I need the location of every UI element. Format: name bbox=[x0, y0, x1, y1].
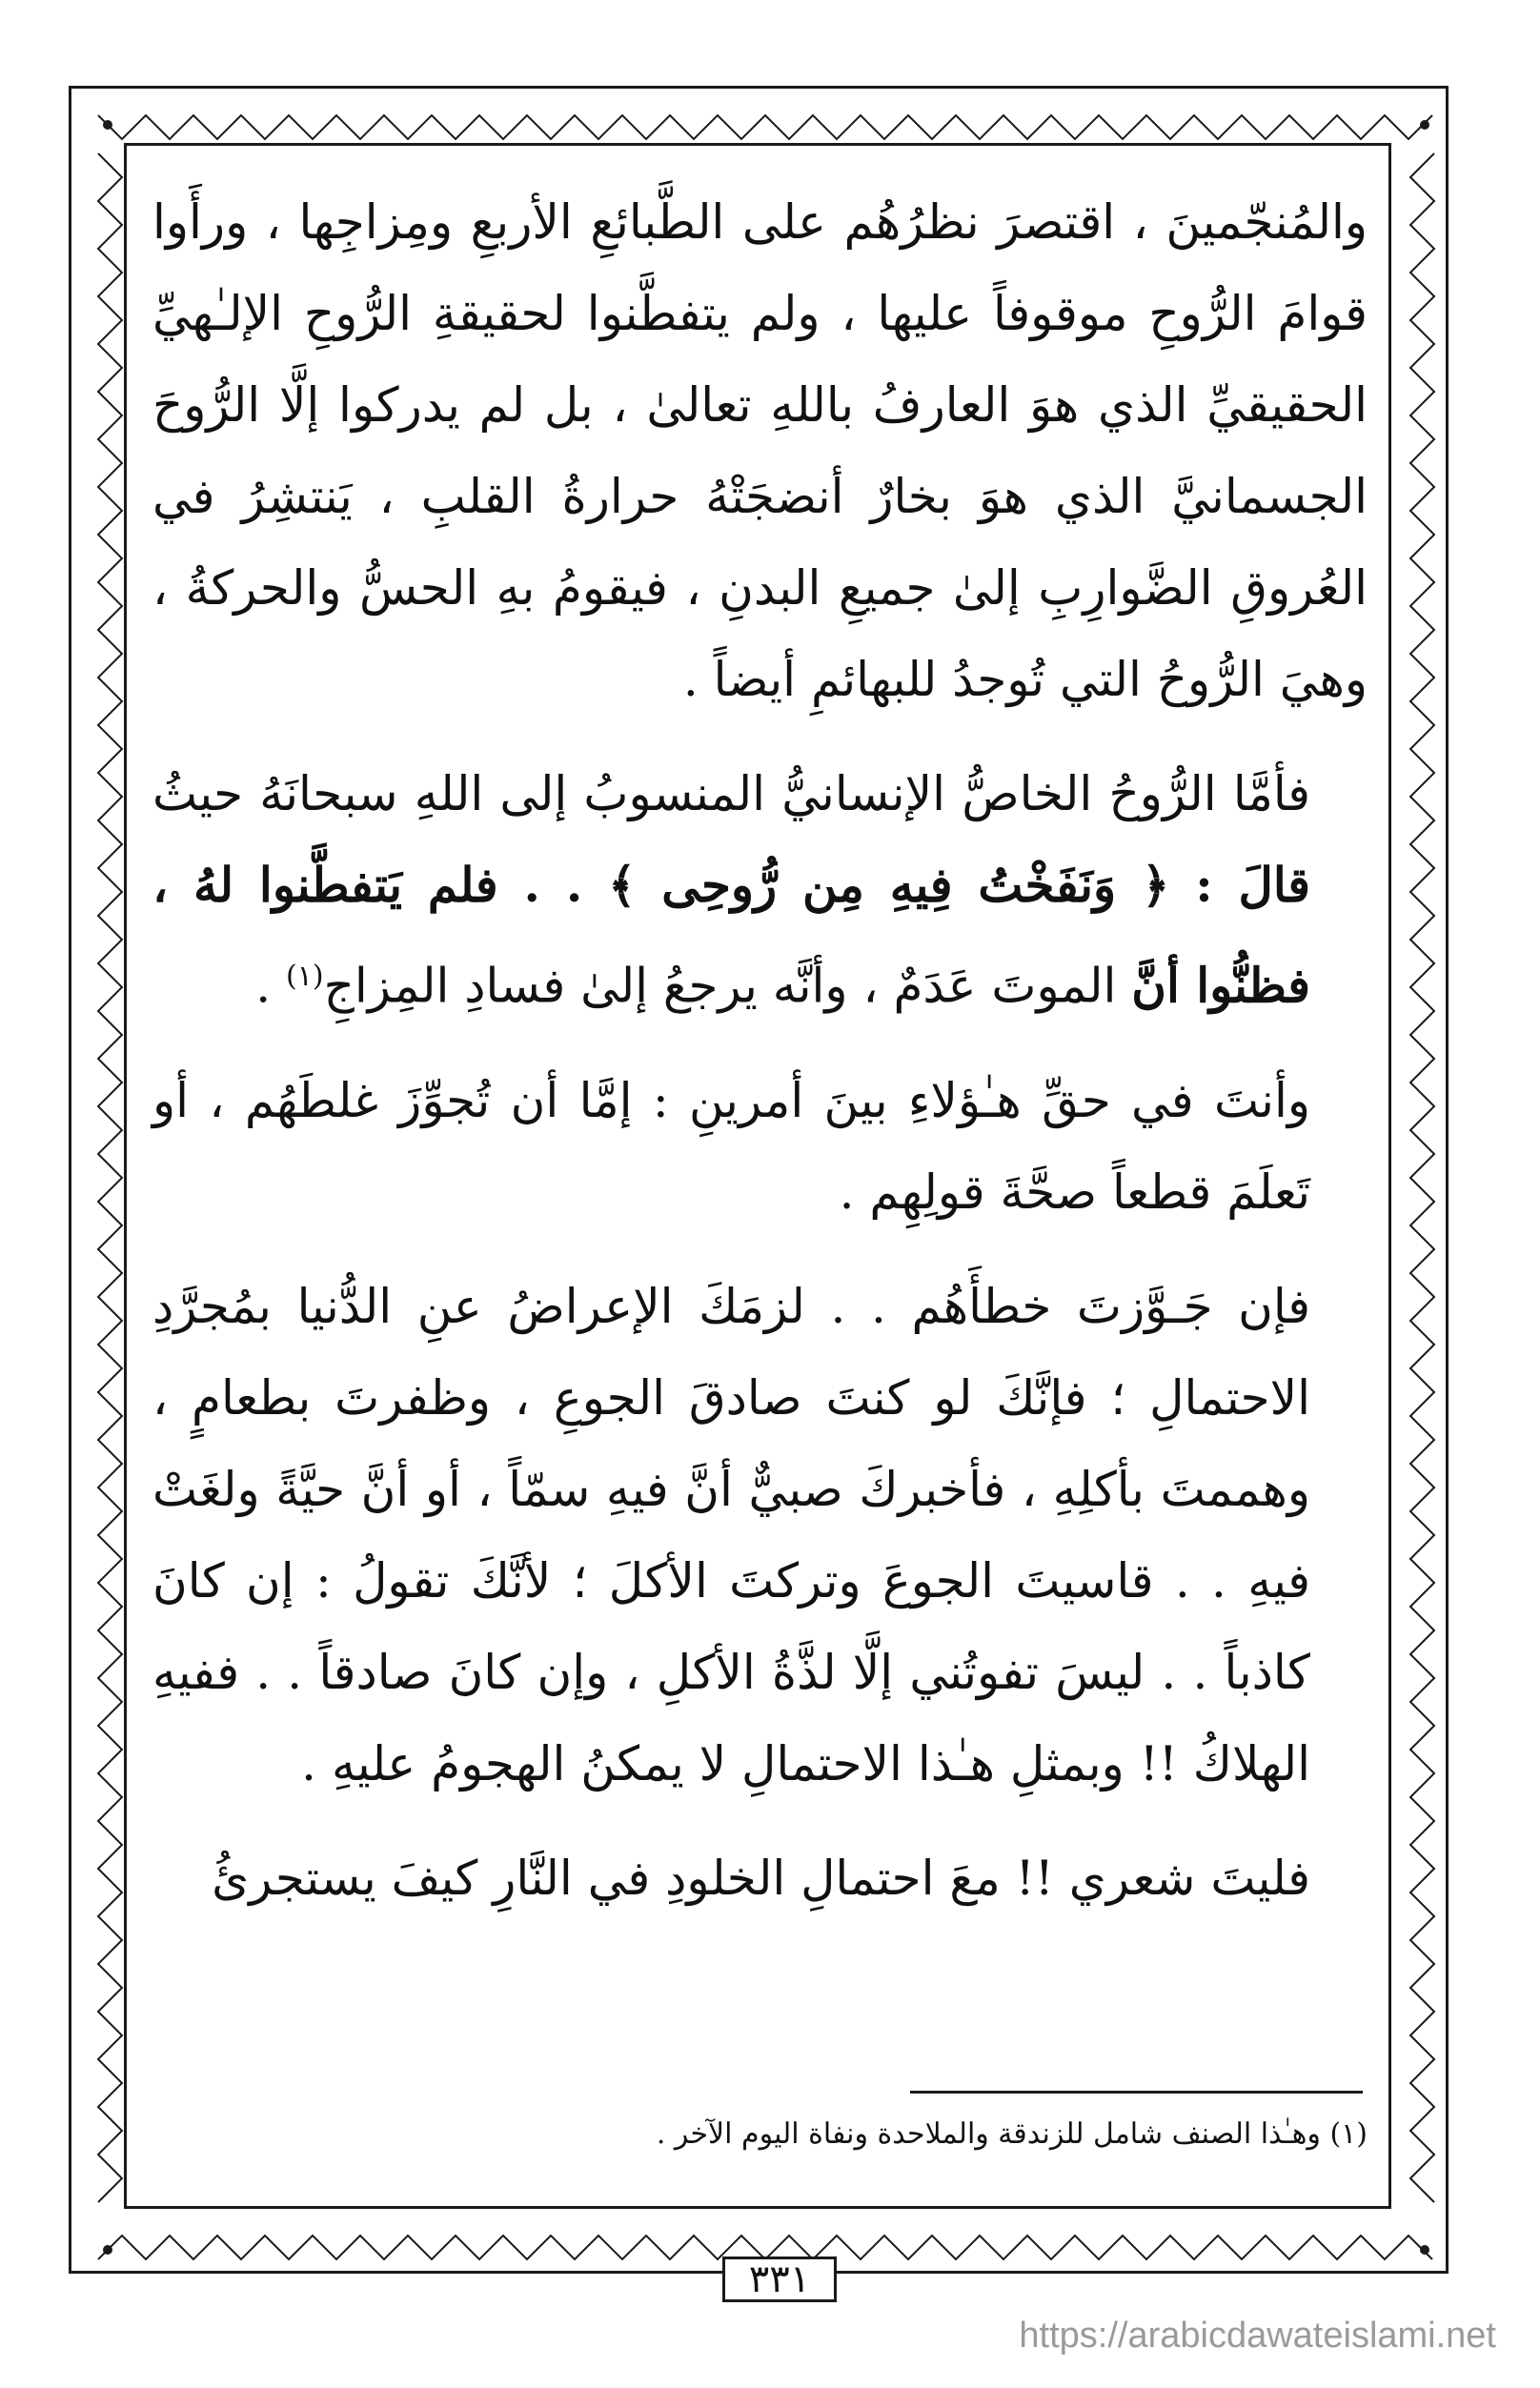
footnote: (١) وهـٰذا الصنف شامل للزندقة والملاحدة ونفاة اليوم الآخر . bbox=[656, 2117, 1368, 2151]
line: بأكلِهِ ، فأخبركَ صبيٌّ أنَّ فيهِ سمّاً ، أو أنَّ حيَّةً ولغَتْ فيهِ . . قاسيتَ bbox=[152, 1461, 1310, 1609]
paragraph-2 bbox=[152, 748, 1368, 1032]
line: الموتَ عَدَمٌ ، وأنَّه يرجعُ إلىٰ فسادِ المِزاجِ bbox=[323, 958, 1117, 1014]
line: وأنتَ في حقِّ هـٰؤلاءِ بينَ أمرينِ : إمَّا أن تُجوِّزَ غلطَهُم ، أو bbox=[152, 1072, 1310, 1128]
line: الاحتمالِ ؛ فإنَّكَ لو كنتَ صادقَ الجوعِ ، وظفرتَ بطعامٍ ، وهممتَ bbox=[152, 1369, 1310, 1517]
line: الحقيقيِّ الذي هوَ العارفُ باللهِ تعالىٰ ، بل لم يدركوا إلَّا الرُّوحَ bbox=[152, 377, 1368, 433]
line: والمُنجّمينَ ، اقتصرَ نظرُهُم على الطَّبائعِ الأربعِ ومِزاجِها ، ورأَوا bbox=[152, 194, 1368, 250]
line: فأمَّا الرُّوحُ الخاصُّ الإنسانيُّ المنسوبُ إلى اللهِ سبحانَهُ حيثُ bbox=[152, 766, 1310, 821]
line-tail: . bbox=[255, 958, 287, 1014]
paragraph-1 bbox=[152, 176, 1368, 725]
line: الجسمانيَّ الذي هوَ بخارٌ أنضجَتْهُ حرارةُ القلبِ ، يَنتشِرُ في العُروقِ bbox=[152, 469, 1368, 616]
line: فإن جَـوَّزتَ خطأَهُم . . لزمَكَ الإعراضُ عنِ الدُّنيا بمُجرَّدِ bbox=[152, 1278, 1310, 1334]
footnote-separator bbox=[910, 2091, 1363, 2094]
paragraph-5 bbox=[152, 1832, 1368, 1924]
paragraph-4 bbox=[152, 1261, 1368, 1810]
line: تَعلَمَ قطعاً صحَّةَ قولِهِم . bbox=[839, 1164, 1310, 1220]
line: الجوعَ وتركتَ الأكلَ ؛ لأنَّكَ تقولُ : إن كانَ كاذباً . . ليسَ تفوتُني bbox=[152, 1552, 1310, 1700]
body-text bbox=[152, 176, 1368, 1924]
line: الاحتمالِ لا يمكنُ الهجومُ عليهِ . bbox=[301, 1735, 902, 1791]
watermark-url[interactable]: https://arabicdawateislami.net bbox=[1019, 2316, 1496, 2356]
line: قوامَ الرُّوحِ موقوفاً عليها ، ولم يتفطَّنوا لحقيقةِ الرُّوحِ الإلـٰهيِّ bbox=[152, 286, 1368, 341]
paragraph-3 bbox=[152, 1055, 1368, 1238]
line: فليتَ شعري !! معَ احتمالِ الخلودِ في النَّارِ كيفَ يستجرئُ bbox=[212, 1850, 1310, 1906]
page-number: ٣٣١ bbox=[722, 2256, 837, 2302]
line: التي تُوجدُ للبهائمِ أيضاً . bbox=[682, 652, 1142, 707]
footnote-marker[interactable]: (١) bbox=[286, 960, 324, 993]
line: إلَّا لذَّةُ الأكلِ ، وإن كانَ صادقاً . . ففيهِ الهلاكُ !! وبمثلِ هـٰذا bbox=[152, 1644, 1310, 1791]
line: الضَّوارِبِ إلىٰ جميعِ البدنِ ، فيقومُ بهِ الحسُّ والحركةُ ، وهيَ الرُّوحُ bbox=[152, 560, 1368, 707]
line: قالَ : ﴿ وَنَفَخْتُ فِيهِ مِن رُّوحِى ﴾ . . فلم يَتفطَّنوا لهُ ، فظنُّوا أنَّ bbox=[152, 857, 1310, 1014]
